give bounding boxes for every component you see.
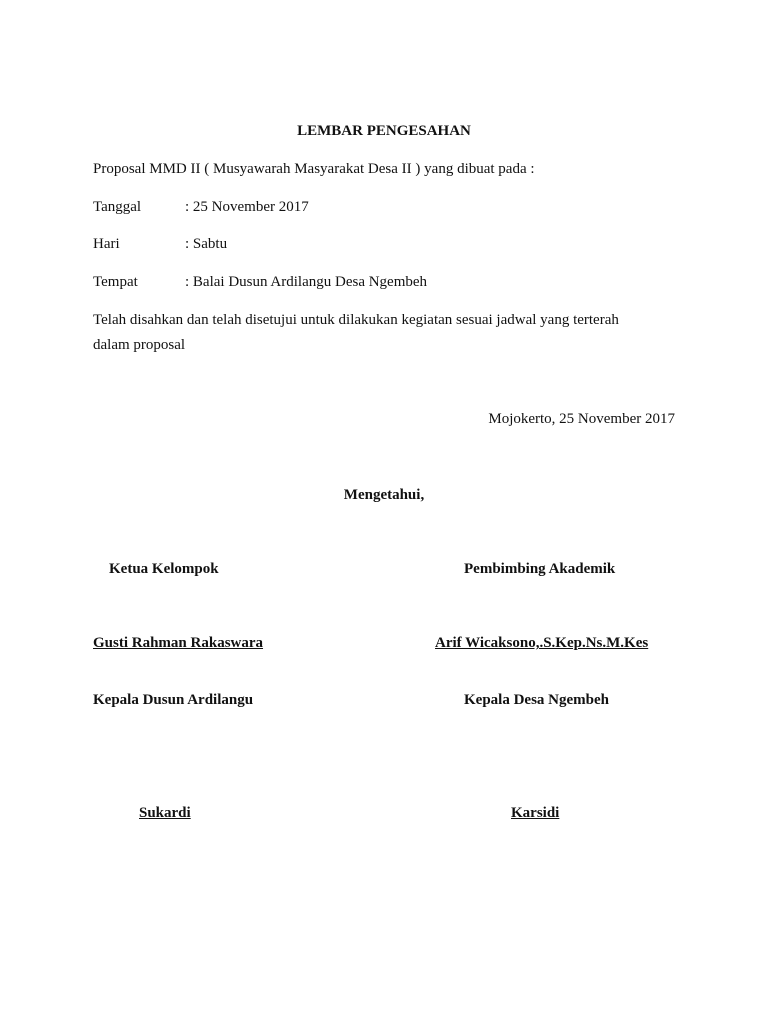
- signatory-name-right-2: Karsidi: [511, 805, 560, 821]
- detail-label: Tempat: [93, 274, 138, 290]
- detail-value: : Sabtu: [185, 236, 228, 252]
- signatory-name-left-2: Sukardi: [139, 805, 191, 821]
- intro-text: Proposal MMD II ( Musyawarah Masyarakat Desa II ) yang dibuat pada :: [93, 161, 535, 177]
- detail-value: : 25 November 2017: [185, 199, 309, 215]
- signatory-role-left: Ketua Kelompok: [109, 561, 219, 577]
- signatory-role-right-2: Kepala Desa Ngembeh: [464, 692, 609, 708]
- document-title: LEMBAR PENGESAHAN: [297, 123, 471, 139]
- acknowledged-label: Mengetahui,: [343, 487, 425, 503]
- signatory-role-right: Pembimbing Akademik: [464, 561, 616, 577]
- signatory-name-left: Gusti Rahman Rakaswara: [93, 635, 264, 651]
- signatory-role-left-2: Kepala Dusun Ardilangu: [93, 692, 254, 708]
- detail-value: : Balai Dusun Ardilangu Desa Ngembeh: [185, 274, 428, 290]
- statement-line-2: dalam proposal: [93, 337, 186, 353]
- detail-label: Hari: [93, 236, 120, 252]
- signatory-name-right: Arif Wicaksono,.S.Kep.Ns.M.Kes: [435, 635, 649, 651]
- statement-line-1: Telah disahkan dan telah disetujui untuk dilakukan kegiatan sesuai jadwal yang terterah: [93, 312, 619, 328]
- detail-label: Tanggal: [93, 199, 142, 215]
- place-date: Mojokerto, 25 November 2017: [488, 411, 675, 427]
